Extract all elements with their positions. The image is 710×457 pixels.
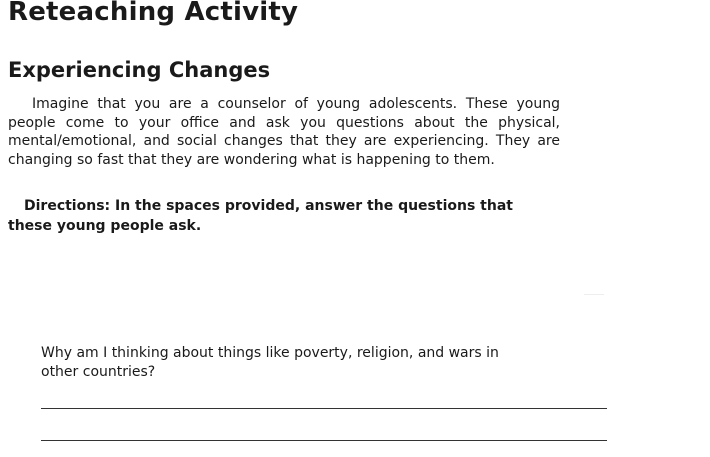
answer-line[interactable] [41, 440, 607, 441]
section-title: Experiencing Changes [8, 58, 271, 82]
answer-line[interactable] [41, 408, 607, 409]
scan-artifact [584, 294, 604, 295]
intro-paragraph: Imagine that you are a counselor of young adolescents. These young people come to your office and ask you questions about the physical, mental/emotional, and social changes that they are experiencing. They are changing so fast that they are wondering what is happening to them. [8, 96, 560, 168]
directions-text: Directions: In the spaces provided, answer the questions that these young people ask. [8, 198, 513, 234]
question-text: Why am I thinking about things like poverty, religion, and wars in other countries? [41, 345, 499, 380]
page-title: Reteaching Activity [8, 0, 299, 27]
